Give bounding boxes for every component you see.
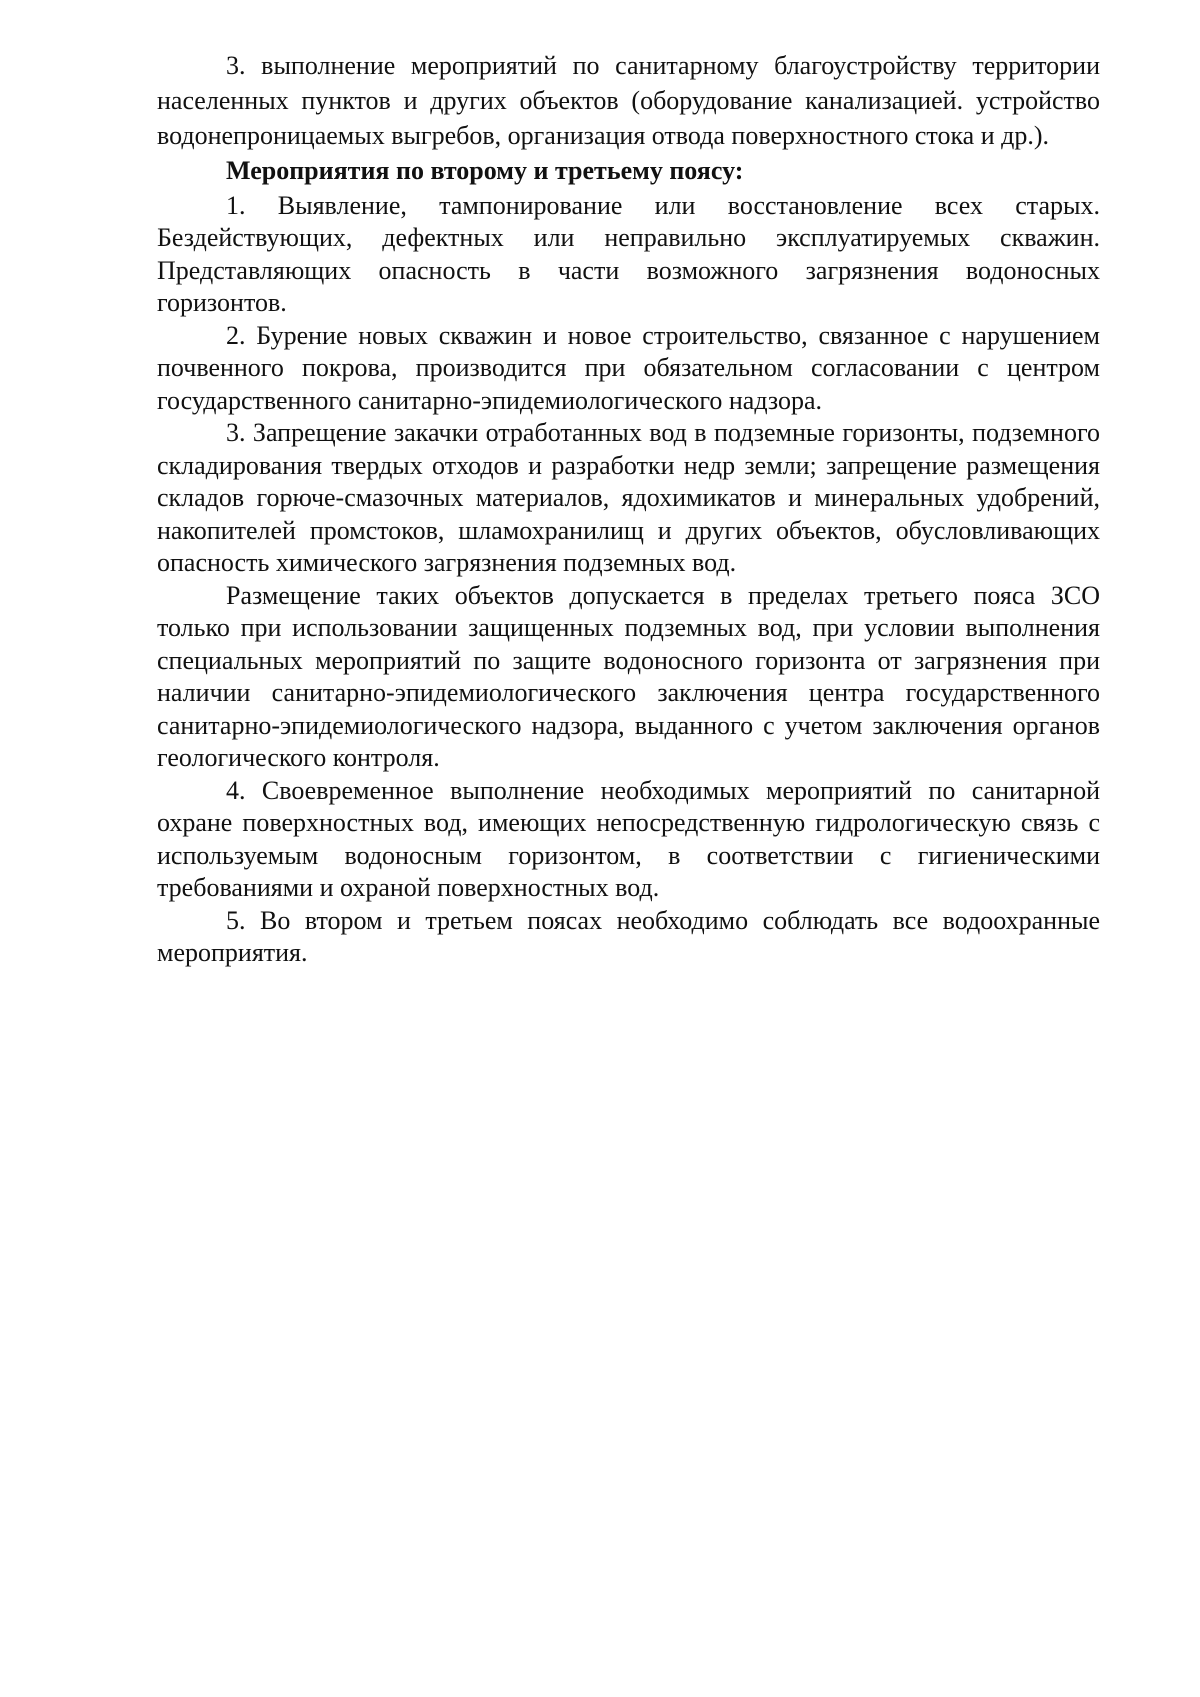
paragraph-item-3: 3. Запрещение закачки отработанных вод в подземные горизонты, подземного складирования твердых отходов и разработки недр земли; запрещение размещения складов горюче-смазочных материалов, ядохимикатов и минеральных удобрений, накопителей промстоков, шламохранилищ и других объектов, обусловливающих опасность химического загрязнения подземных вод. — [157, 418, 1100, 577]
paragraph-item-3-sanitation: 3. выполнение мероприятий по санитарному благоустройству территории населенных пунктов и других объектов (оборудование канализацией. устройство водонепроницаемых выгребов, организация отвода поверхностного стока и др.). — [157, 51, 1100, 150]
paragraph-item-2: 2. Бурение новых скважин и новое строительство, связанное с нарушением почвенного покрова, производится при обязательном согласовании с центром государственного санитарно-эпидемиологического надзора. — [157, 320, 1100, 415]
section-heading: Мероприятия по второму и третьему поясу: — [226, 156, 744, 185]
paragraph-item-4: 4. Своевременное выполнение необходимых мероприятий по санитарной охране поверхностных вод, имеющих непосредственную гидрологическую связь с используемым водоносным горизонтом, в соответствии с гигиеническими требованиями и охраной поверхностных вод. — [157, 775, 1100, 902]
paragraph-placement-note: Размещение таких объектов допускается в пределах третьего пояса ЗСО только при использовании защищенных подземных вод, при условии выполнения специальных мероприятий по защите водоносного горизонта от загрязнения при наличии санитарно-эпидемиологического заключения центра государственного санитарно-эпидемиологического надзора, выданного с учетом заключения органов геологического контроля. — [157, 580, 1100, 772]
paragraph-item-1: 1. Выявление, тампонирование или восстановление всех старых. Бездействующих, дефектных или неправильно эксплуатируемых скважин. Представляющих опасность в части возможного загрязнения водоносных горизонтов. — [157, 190, 1100, 317]
paragraph-item-5: 5. Во втором и третьем поясах необходимо соблюдать все водоохранные мероприятия. — [157, 905, 1100, 967]
document-body — [157, 48, 1100, 970]
